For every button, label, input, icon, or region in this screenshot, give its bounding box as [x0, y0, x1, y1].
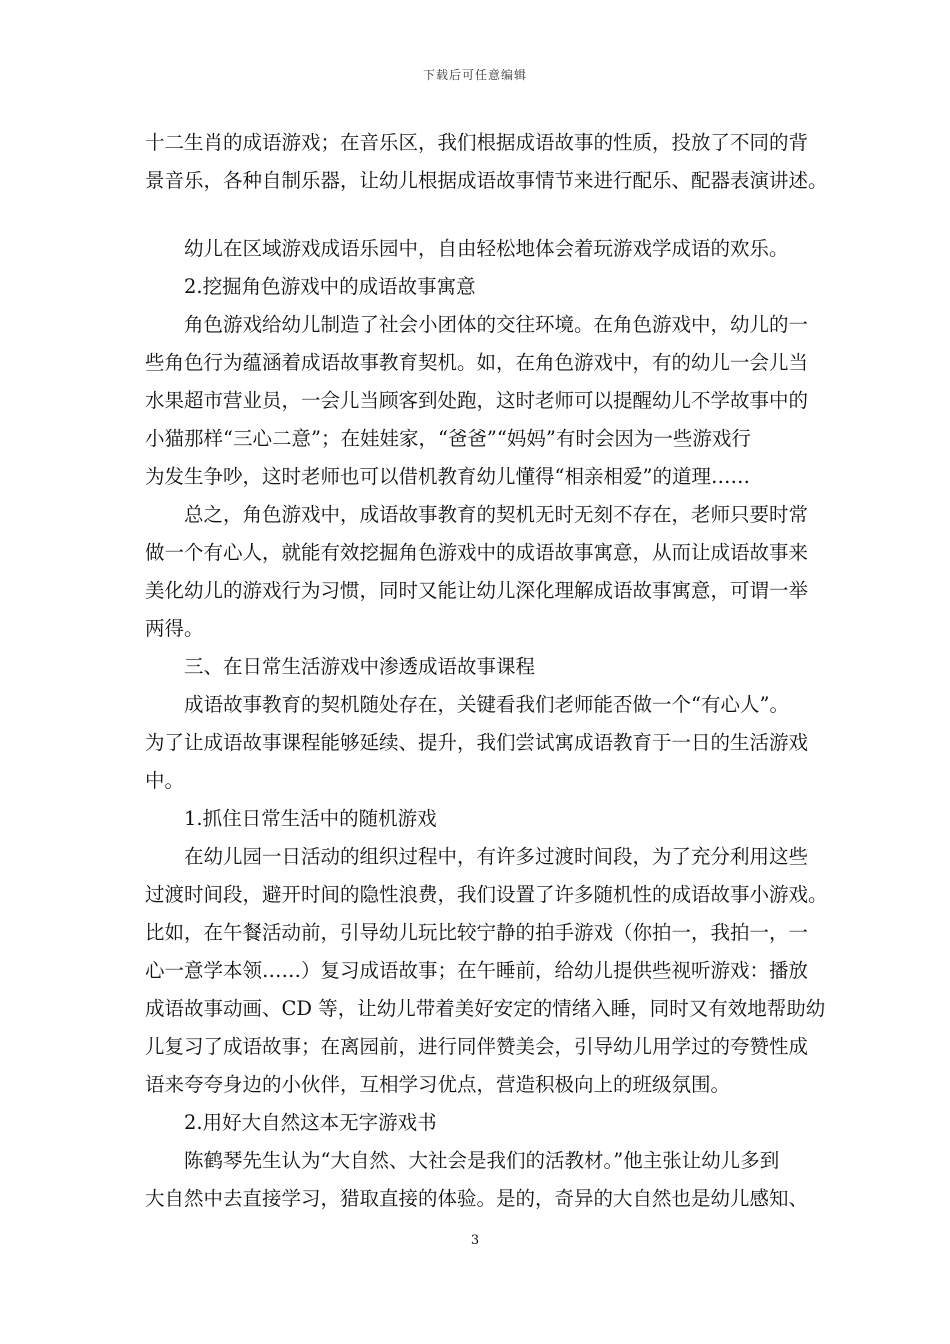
body-line: 过渡时间段，避开时间的隐性浪费，我们设置了许多随机性的成语故事小游戏。 — [145, 883, 828, 906]
body-line: 语来夸夸身边的小伙伴，互相学习优点，营造积极向上的班级氛围。 — [145, 1073, 731, 1096]
section-heading: 三、在日常生活游戏中渗透成语故事课程 — [184, 655, 536, 678]
body-line: 美化幼儿的游戏行为习惯，同时又能让幼儿深化理解成语故事寓意，可谓一举 — [145, 579, 809, 602]
body-line: 景音乐，各种自制乐器，让幼儿根据成语故事情节来进行配乐、配器表演讲述。 — [145, 169, 828, 192]
body-line: 为了让成语故事课程能够延续、提升，我们尝试寓成语教育于一日的生活游戏 — [145, 731, 809, 754]
page-header: 下载后可任意编辑 — [422, 68, 527, 82]
body-line: 水果超市营业员，一会儿当顾客到处跑，这时老师可以提醒幼儿不学故事中的 — [145, 389, 809, 412]
body-line: 儿复习了成语故事；在离园前，进行同伴赞美会，引导幼儿用学过的夸赞性成 — [145, 1035, 809, 1058]
body-line: 成语故事教育的契机随处存在，关键看我们老师能否做一个“有心人”。 — [184, 693, 789, 716]
body-line: 两得。 — [145, 617, 204, 640]
section-heading: 2.挖掘角色游戏中的成语故事寓意 — [184, 275, 476, 298]
body-line: 幼儿在区域游戏成语乐园中，自由轻松地体会着玩游戏学成语的欢乐。 — [184, 237, 789, 260]
body-line: 心一意学本领……）复习成语故事；在午睡前，给幼儿提供些视听游戏：播放 — [145, 959, 809, 982]
section-heading: 2.用好大自然这本无字游戏书 — [184, 1111, 437, 1134]
body-line: 小猫那样“三心二意”；在娃娃家，“爸爸”“妈妈”有时会因为一些游戏行 — [145, 427, 751, 450]
body-line: 在幼儿园一日活动的组织过程中，有许多过渡时间段，为了充分利用这些 — [184, 845, 809, 868]
body-line: 陈鹤琴先生认为“大自然、大社会是我们的活教材。”他主张让幼儿多到 — [184, 1149, 780, 1172]
body-line: 为发生争吵，这时老师也可以借机教育幼儿懂得“相亲相爱”的道理…… — [145, 465, 750, 488]
body-line: 比如，在午餐活动前，引导幼儿玩比较宁静的拍手游戏（你拍一，我拍一，一 — [145, 921, 809, 944]
body-line: 做一个有心人，就能有效挖掘角色游戏中的成语故事寓意，从而让成语故事来 — [145, 541, 809, 564]
page-number: 3 — [470, 1233, 480, 1248]
body-line: 中。 — [145, 769, 185, 792]
body-line: 些角色行为蕴涵着成语故事教育契机。如，在角色游戏中，有的幼儿一会儿当 — [145, 351, 809, 374]
body-line: 角色游戏给幼儿制造了社会小团体的交往环境。在角色游戏中，幼儿的一 — [184, 313, 809, 336]
body-line: 总之，角色游戏中，成语故事教育的契机无时无刻不存在，老师只要时常 — [184, 503, 809, 526]
section-heading: 1.抓住日常生活中的随机游戏 — [184, 807, 437, 830]
body-line: 成语故事动画、CD 等，让幼儿带着美好安定的情绪入睡，同时又有效地帮助幼 — [145, 997, 826, 1020]
body-line: 大自然中去直接学习，猎取直接的体验。是的，奇异的大自然也是幼儿感知、 — [145, 1187, 809, 1210]
body-line: 十二生肖的成语游戏；在音乐区，我们根据成语故事的性质，投放了不同的背 — [145, 131, 809, 154]
